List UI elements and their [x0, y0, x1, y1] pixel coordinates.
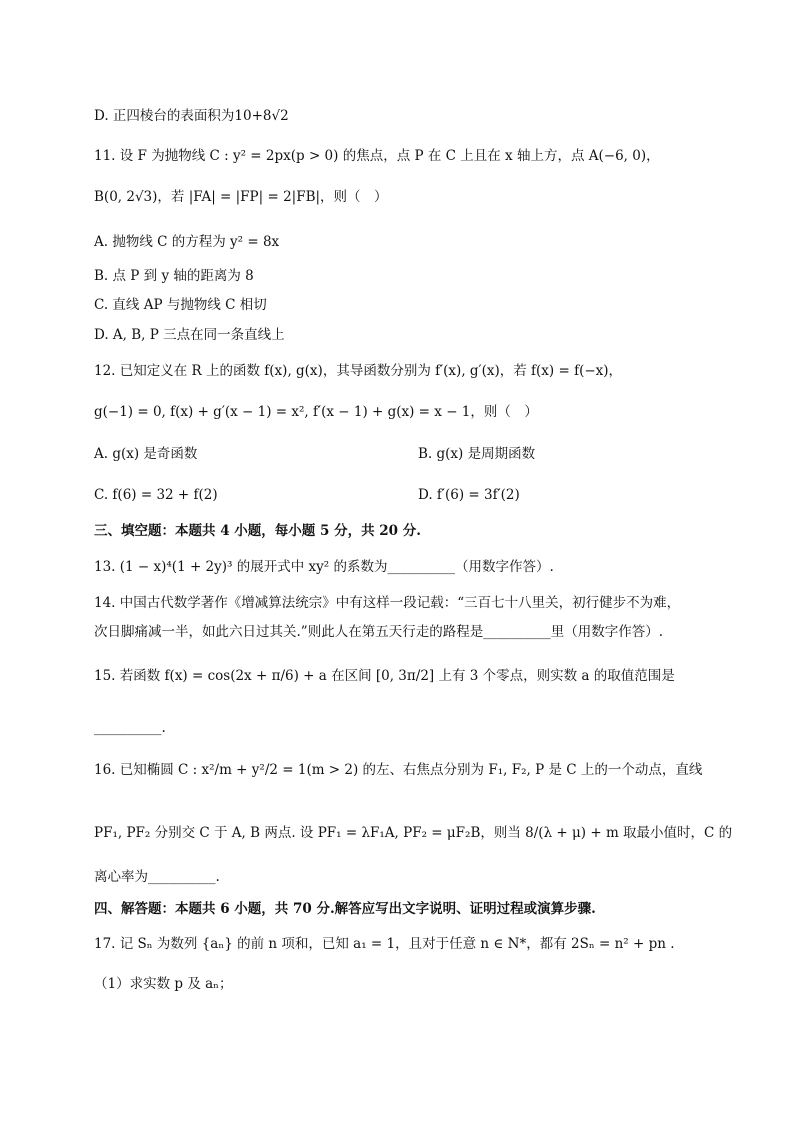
option-d-prev: D. 正四棱台的表面积为10+8√2 — [94, 108, 289, 124]
q15-line2: __________. — [94, 720, 166, 736]
q15-line1: 15. 若函数 f(x) = cos(2x + π/6) + a 在区间 [0, 3π/2] 上有 3 个零点，则实数 a 的取值范围是 — [94, 668, 675, 684]
q11-option-a: A. 抛物线 C 的方程为 y² = 8x — [94, 234, 280, 250]
q14-line2: 次日脚痛减一半，如此六日过其关.”则此人在第五天行走的路程是__________里（用数字作答）. — [94, 624, 663, 640]
q13: 13. (1 − x)⁴(1 + 2y)³ 的展开式中 xy² 的系数为__________（用数字作答）. — [94, 559, 554, 575]
q17-stem: 17. 记 Sₙ 为数列 {aₙ} 的前 n 项和，已知 a₁ = 1，且对于任意 n ∈ N*，都有 2Sₙ = n² + pn . — [94, 936, 675, 952]
q11-option-c: C. 直线 AP 与抛物线 C 相切 — [94, 297, 267, 313]
q16-line2: PF₁, PF₂ 分别交 C 于 A, B 两点. 设 PF₁ = λF₁A, PF₂ = μF₂B，则当 8/(λ + μ) + m 取最小值时，C 的 — [94, 825, 733, 841]
q11-stem-line2: B(0, 2√3)，若 |FA| = |FP| = 2|FB|，则（ ） — [94, 189, 388, 205]
section-4-heading: 四、解答题：本题共 6 小题，共 70 分.解答应写出文字说明、证明过程或演算步骤. — [94, 901, 596, 917]
section-3-heading: 三、填空题：本题共 4 小题，每小题 5 分，共 20 分. — [94, 523, 421, 539]
q16-line3: 离心率为__________. — [94, 869, 220, 885]
q14-line1: 14. 中国古代数学著作《增减算法统宗》中有这样一段记载：“三百七十八里关，初行健步不为难， — [94, 595, 681, 611]
q12-stem-line2: g(−1) = 0, f(x) + g′(x − 1) = x², f′(x − 1) + g(x) = x − 1，则（ ） — [94, 404, 538, 420]
q12-option-c: C. f(6) = 32 + f(2) — [94, 487, 218, 503]
q11-stem-line1: 11. 设 F 为抛物线 C : y² = 2px(p > 0) 的焦点，点 P 在 C 上且在 x 轴上方，点 A(−6, 0)， — [94, 148, 660, 164]
q12-stem-line1: 12. 已知定义在 R 上的函数 f(x), g(x)，其导函数分别为 f′(x), g′(x)，若 f(x) = f(−x)， — [94, 363, 623, 379]
q12-option-a: A. g(x) 是奇函数 — [94, 446, 198, 462]
q12-option-d: D. f′(6) = 3f′(2) — [418, 487, 520, 503]
q11-option-b: B. 点 P 到 y 轴的距离为 8 — [94, 268, 254, 284]
q17-part-1: （1）求实数 p 及 aₙ； — [94, 976, 233, 992]
q12-option-b: B. g(x) 是周期函数 — [418, 446, 536, 462]
q16-line1: 16. 已知椭圆 C : x²/m + y²/2 = 1(m > 2) 的左、右焦点分别为 F₁, F₂, P 是 C 上的一个动点，直线 — [94, 762, 703, 778]
q11-option-d: D. A, B, P 三点在同一条直线上 — [94, 327, 285, 343]
